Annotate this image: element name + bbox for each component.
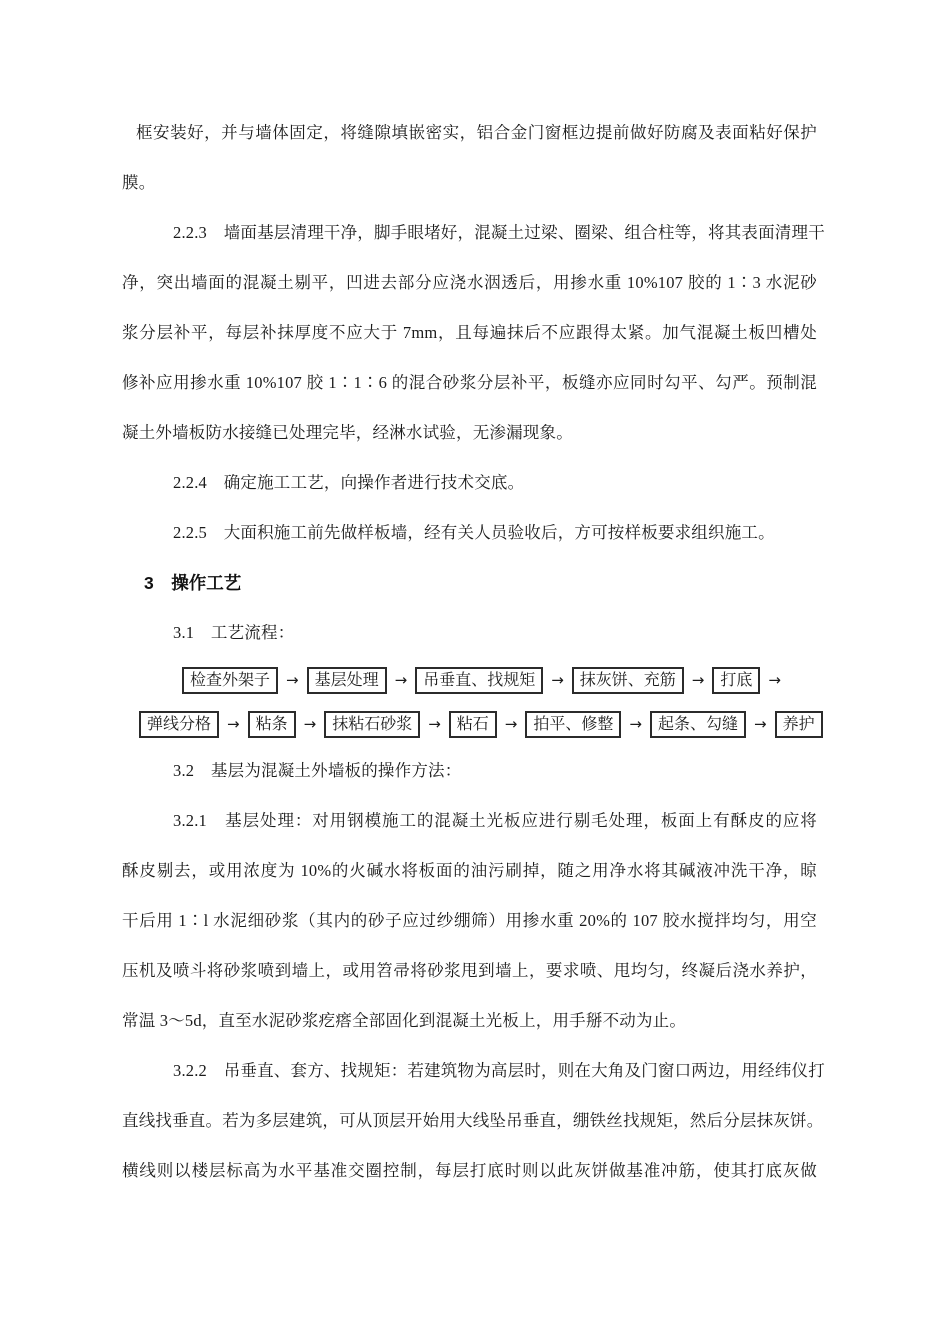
flow-step-box: 粘条 (248, 711, 296, 738)
flow-arrow-icon: → (286, 671, 299, 689)
flow-step-box: 检查外架子 (182, 667, 278, 694)
text-line: 直线找垂直。若为多层建筑，可从顶层开始用大线坠吊垂直，绷铁丝找规矩，然后分层抹灰饼。 (122, 1111, 824, 1130)
flow-step-box: 养护 (775, 711, 823, 738)
flow-step-box: 拍平、修整 (525, 711, 621, 738)
flow-step-box: 抹粘石砂浆 (324, 711, 420, 738)
flow-arrow-icon: → (551, 671, 564, 689)
paragraph-3-2-1 (122, 796, 817, 1046)
flow-arrow-icon: → (428, 715, 441, 733)
flow-arrow-icon: → (303, 715, 317, 733)
paragraph-frame-install (122, 108, 817, 208)
section-3-heading: 3 操作工艺 (144, 573, 242, 593)
text-line: 干后用 1∶l 水泥细砂浆（其内的砂子应过纱绷筛）用掺水重 20%的 107 胶水搅拌均匀，用空 (122, 911, 817, 930)
text-line: 2.2.3 墙面基层清理干净，脚手眼堵好，混凝土过梁、圈梁、组合柱等，将其表面清理干 (173, 223, 825, 242)
flow-step-box: 弹线分格 (139, 711, 219, 738)
text-line: 酥皮剔去，或用浓度为 10%的火碱水将板面的油污刷掉，随之用净水将其碱液冲洗干净，晾 (122, 861, 817, 880)
text-line: 横线则以楼层标高为水平基准交圈控制，每层打底时则以此灰饼做基准冲筋，使其打底灰做 (122, 1161, 817, 1180)
flow-step-box: 起条、勾缝 (650, 711, 746, 738)
paragraph-2-2-4 (122, 458, 817, 508)
paragraph-3-2 (122, 746, 817, 796)
flow-step-box: 抹灰饼、充筋 (572, 667, 684, 694)
flow-arrow-icon: → (629, 715, 642, 733)
document-content (122, 108, 825, 1196)
paragraph-3-2-2 (122, 1046, 825, 1196)
text-line: 浆分层补平，每层补抹厚度不应大于 7mm，且每遍抹后不应跟得太紧。加气混凝土板凹槽处 (122, 323, 817, 342)
text-line: 膜。 (122, 173, 156, 192)
text-line: 常温 3～5d，直至水泥砂浆疙瘩全部固化到混凝土光板上，用手掰不动为止。 (122, 1011, 687, 1030)
text-line: 2.2.4 确定施工工艺，向操作者进行技术交底。 (173, 473, 525, 492)
text-line: 凝土外墙板防水接缝已处理完毕，经淋水试验，无渗漏现象。 (122, 423, 573, 442)
text-line: 3.1 工艺流程： (173, 623, 295, 642)
flow-step-box: 打底 (712, 667, 760, 694)
text-line: 3.2 基层为混凝土外墙板的操作方法： (173, 761, 462, 780)
flow-arrow-icon: → (691, 671, 705, 689)
paragraph-3-1 (122, 608, 817, 658)
text-line: 压机及喷斗将砂浆喷到墙上，或用笤帚将砂浆甩到墙上，要求喷、甩均匀，终凝后浇水养护， (122, 961, 817, 980)
text-line: 框安装好，并与墙体固定，将缝隙填嵌密实，铝合金门窗框边提前做好防腐及表面粘好保护 (136, 123, 817, 142)
flow-arrow-icon: → (227, 715, 240, 733)
flow-arrow-icon: → (753, 715, 767, 733)
flow-step-box: 基层处理 (307, 667, 387, 694)
flow-step-box: 粘石 (449, 711, 497, 738)
process-flow-row-1 (182, 658, 817, 702)
paragraph-2-2-5 (122, 508, 817, 558)
text-line: 净，突出墙面的混凝土剔平，凹进去部分应浇水洇透后，用掺水重 10%107 胶的 1∶3 水泥砂 (122, 273, 817, 292)
paragraph-2-2-3 (122, 208, 825, 458)
flow-arrow-icon: → (394, 671, 408, 689)
flow-arrow-icon: → (504, 715, 518, 733)
text-line: 3.2.2 吊垂直、套方、找规矩：若建筑物为高层时，则在大角及门窗口两边，用经纬仪打 (173, 1061, 825, 1080)
text-line: 2.2.5 大面积施工前先做样板墙，经有关人员验收后，方可按样板要求组织施工。 (173, 523, 775, 542)
process-flow-row-2 (139, 702, 817, 746)
text-line: 3.2.1 基层处理：对用钢模施工的混凝土光板应进行剔毛处理，板面上有酥皮的应将 (173, 811, 817, 830)
flow-arrow-icon: → (768, 671, 781, 689)
text-line: 修补应用掺水重 10%107 胶 1∶1∶6 的混合砂浆分层补平，板缝亦应同时勾平、勾严。预制混 (122, 373, 817, 392)
flow-step-box: 吊垂直、找规矩 (415, 667, 543, 694)
